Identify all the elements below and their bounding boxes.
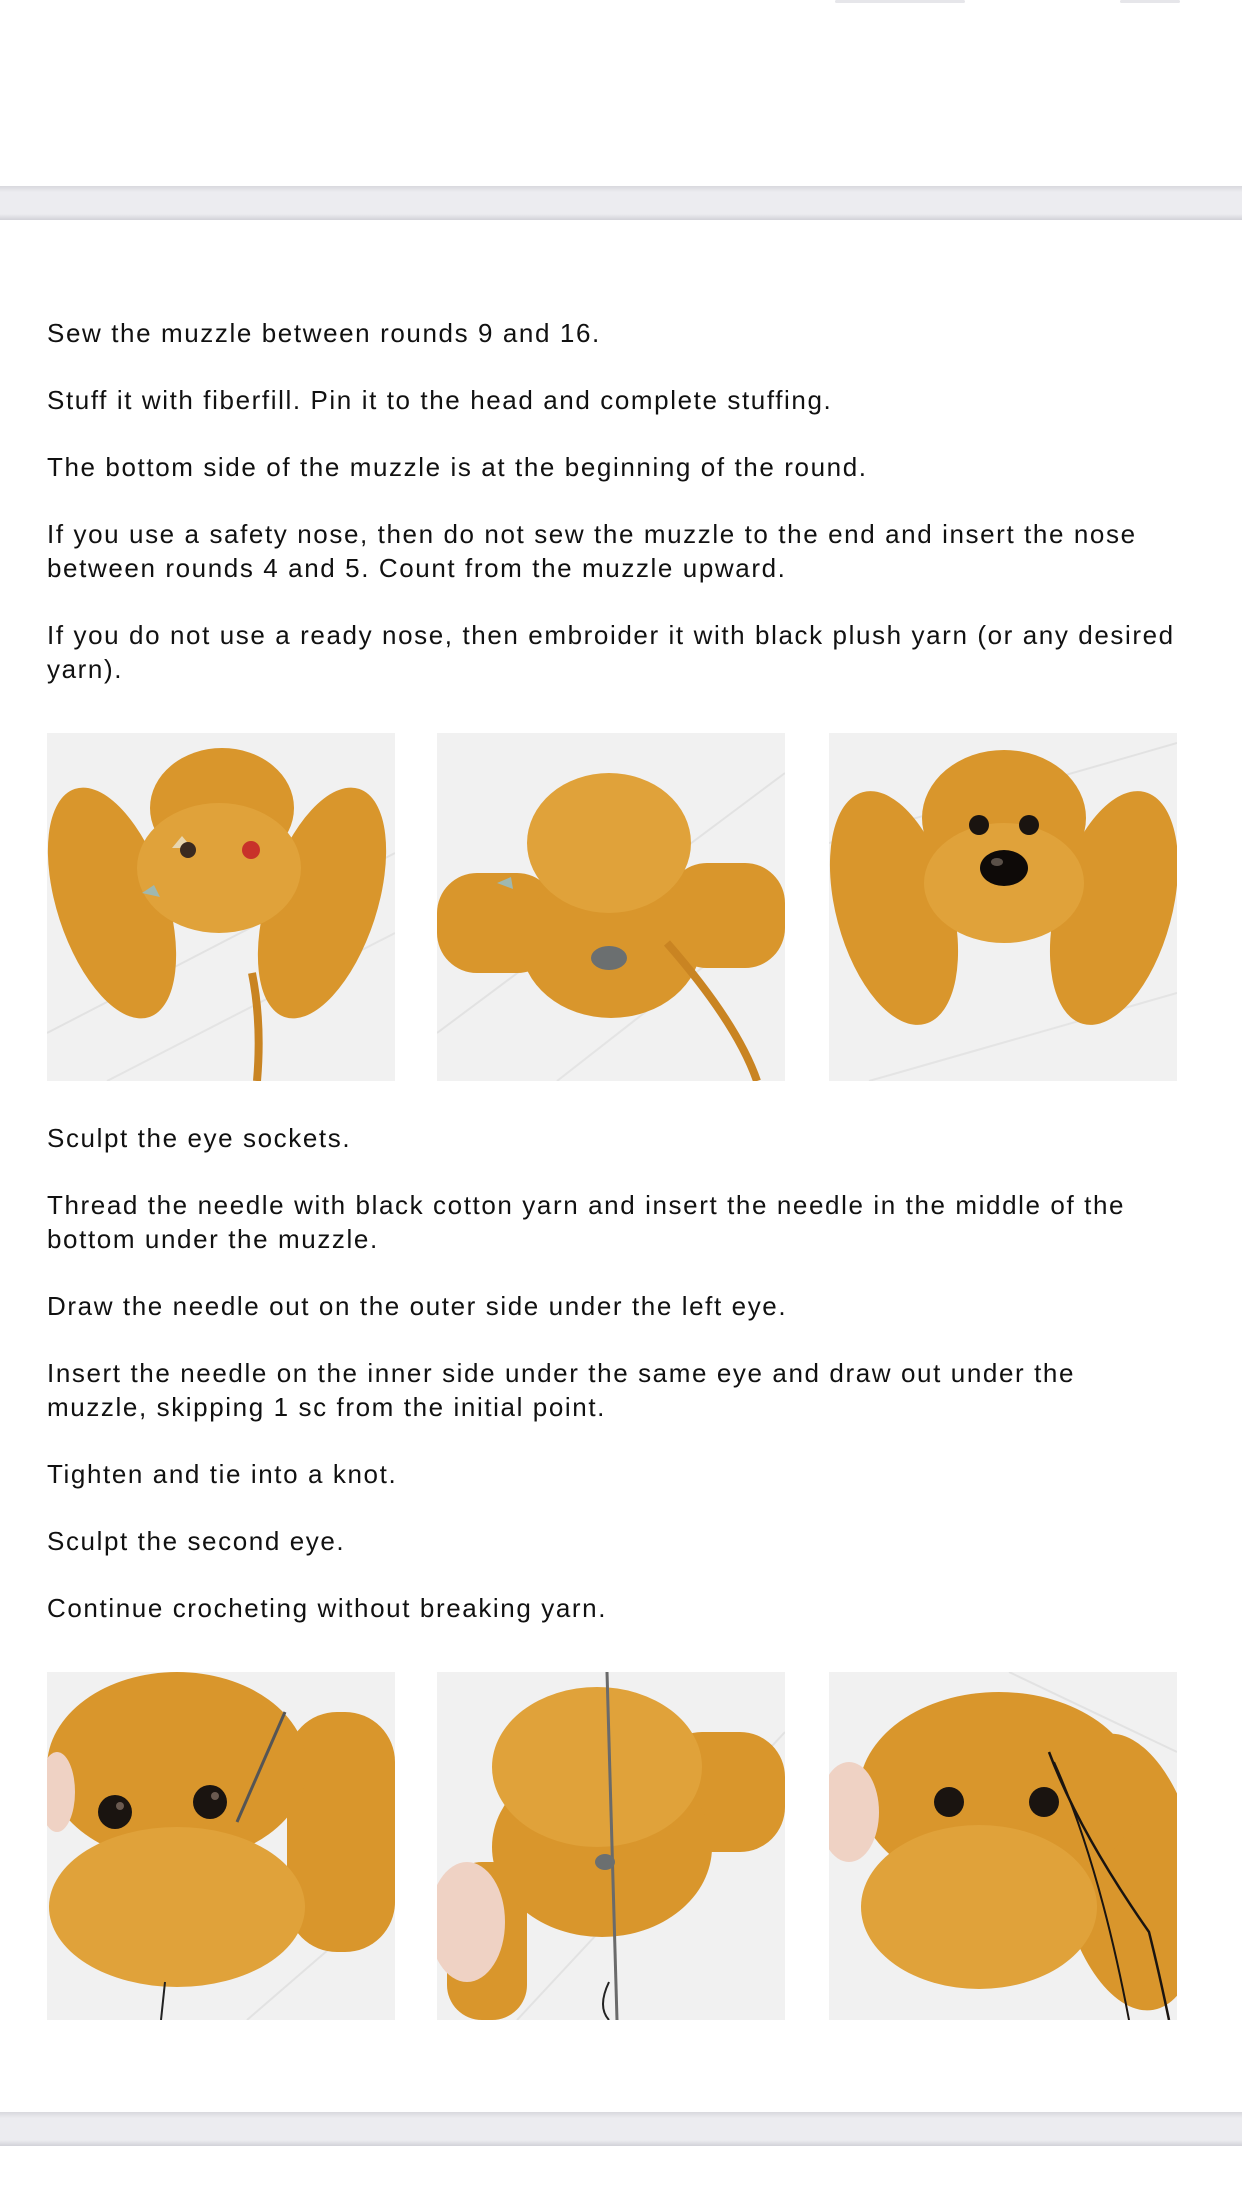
instruction-paragraph: If you use a safety nose, then do not sew the muzzle to the end and insert the nose between rounds 4 and 5. Count from the muzzle upward. xyxy=(47,519,1137,583)
instruction-paragraph: Insert the needle on the inner side under the same eye and draw out under the muzzle, skipping 1 sc from the initial point. xyxy=(47,1358,1076,1422)
yarn-tied-eye-icon xyxy=(829,1672,1177,2020)
crochet-dog-head-front-icon xyxy=(47,733,395,1081)
instruction-paragraph: Sew the muzzle between rounds 9 and 16. xyxy=(47,318,601,348)
instruction-paragraph: Stuff it with fiberfill. Pin it to the head and complete stuffing. xyxy=(47,385,833,415)
instruction-paragraph: Tighten and tie into a knot. xyxy=(47,1459,398,1489)
instruction-paragraph: If you do not use a ready nose, then embroider it with black plush yarn (or any desired yarn). xyxy=(47,620,1175,684)
instruction-paragraph: Sculpt the eye sockets. xyxy=(47,1123,352,1153)
crochet-dog-head-bottom-icon xyxy=(437,733,785,1081)
photo-row-b xyxy=(47,1672,1177,2020)
instruction-paragraph: The bottom side of the muzzle is at the beginning of the round. xyxy=(47,452,868,482)
instruction-paragraph: Thread the needle with black cotton yarn and insert the needle in the middle of the bottom under the muzzle. xyxy=(47,1190,1126,1254)
instruction-paragraph: Draw the needle out on the outer side under the left eye. xyxy=(47,1291,788,1321)
top-remnant-right xyxy=(1120,0,1180,3)
crochet-dog-head-with-nose-icon xyxy=(829,733,1177,1081)
needle-at-eye-icon xyxy=(47,1672,395,2020)
instruction-paragraph: Continue crocheting without breaking yarn. xyxy=(47,1593,608,1623)
needle-under-muzzle-icon xyxy=(437,1672,785,2020)
instruction-paragraph: Sculpt the second eye. xyxy=(47,1526,346,1556)
photo-row-a xyxy=(47,733,1177,1081)
instructions-section-b xyxy=(47,1121,1177,1625)
page-divider-top xyxy=(0,186,1242,220)
top-remnant-left xyxy=(835,0,965,3)
page-divider-bottom xyxy=(0,2112,1242,2146)
instructions-section-a xyxy=(47,316,1177,686)
